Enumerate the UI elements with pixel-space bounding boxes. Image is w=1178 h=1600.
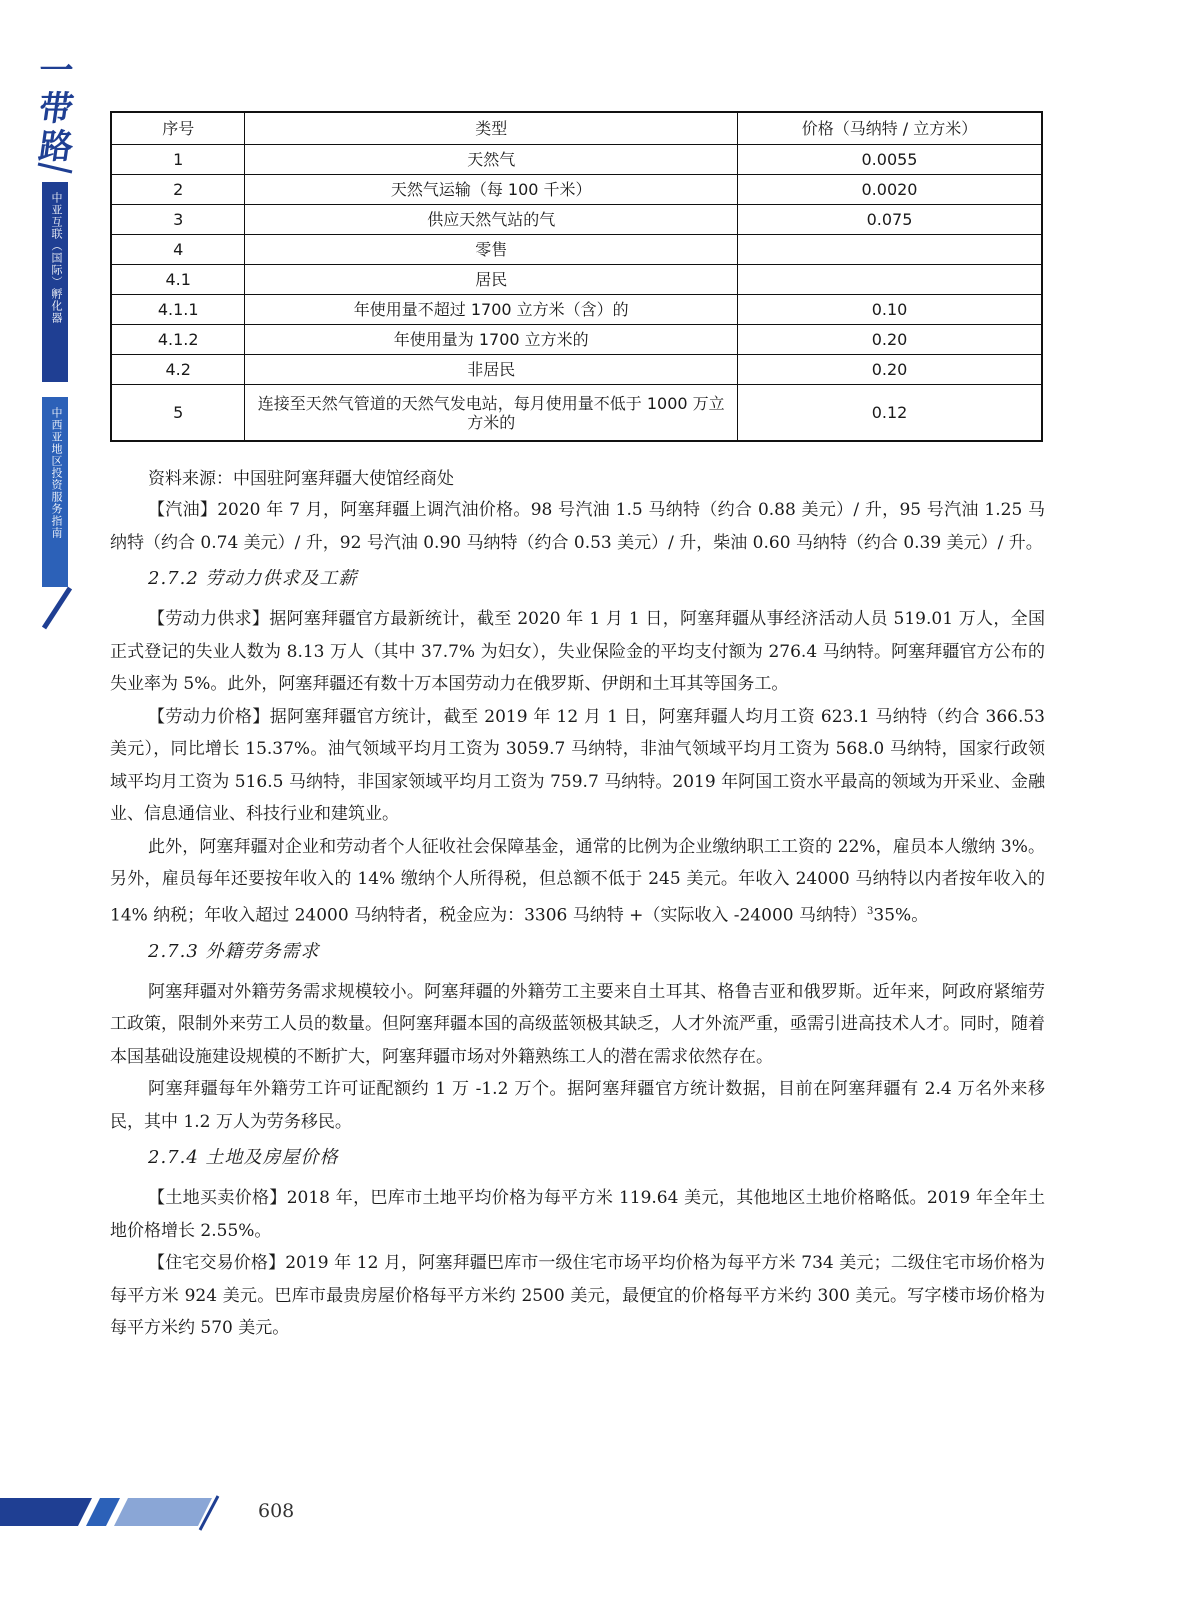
paragraph-foreign-labor-2: 阿塞拜疆每年外籍劳工许可证配额约 1 万 -1.2 万个。据阿塞拜疆官方统计数据，目前在阿塞拜疆有 2.4 万名外来移民，其中 1.2 万人为劳务移民。	[110, 1079, 1045, 1132]
page-number: 608	[258, 1500, 295, 1522]
cell-price: 0.075	[738, 205, 1043, 235]
cell-price	[738, 265, 1043, 295]
paragraph-housing-price: 【住宅交易价格】2019 年 12 月，阿塞拜疆巴库市一级住宅市场平均价格为每平方米 734 美元；二级住宅市场价格为每平方米 924 美元。巴库市最贵房屋价格每平方米约 2500 美元，最便宜的价格每平方米约 300 美元。写字楼市场价格为每平方米约 570 美元。	[110, 1253, 1045, 1339]
section-heading-272: 2.7.2 劳动力供求及工薪	[148, 568, 358, 589]
belt-road-logo	[36, 52, 76, 170]
header-index: 序号	[111, 112, 245, 145]
table-row	[111, 205, 1042, 235]
cell-price: 0.0020	[738, 175, 1043, 205]
main-content	[110, 464, 1045, 1345]
paragraph-labor-supply: 【劳动力供求】据阿塞拜疆官方最新统计，截至 2020 年 1 月 1 日，阿塞拜疆从事经济活动人员 519.01 万人，全国正式登记的失业人数为 8.13 万人（其中 37.7% 为妇女），失业保险金的平均支付额为 276.4 马纳特。阿塞拜疆官方公布的失业率为 5%。此外，阿塞拜疆还有数十万本国劳动力在俄罗斯、伊朗和土耳其等国务工。	[110, 609, 1045, 694]
social-fund-text: 此外，阿塞拜疆对企业和劳动者个人征收社会保障基金，通常的比例为企业缴纳职工工资的 22%，雇员本人缴纳 3%。另外，雇员每年还要按年收入的 14% 缴纳个人所得税，但总额不低于 245 美元。年收入 24000 马纳特以内者按年收入的 14% 纳税；年收入超过 24000 马纳特者，税金应为：3306 马纳特 +（实际收入 -24000 马纳特）	[110, 836, 1045, 926]
table-row	[111, 145, 1042, 175]
cell-price: 0.0055	[738, 145, 1043, 175]
gas-price-table	[110, 111, 1043, 442]
paragraph-gasoline: 【汽油】2020 年 7 月，阿塞拜疆上调汽油价格。98 号汽油 1.5 马纳特（约合 0.88 美元）/ 升，95 号汽油 1.25 马纳特（约合 0.74 美元）/ 升，92 号汽油 0.90 马纳特（约合 0.53 美元）/ 升，柴油 0.60 马纳特（约合 0.39 美元）/ 升。	[110, 500, 1045, 553]
cell-type: 天然气运输（每 100 千米）	[245, 175, 738, 205]
cell-index: 4.2	[111, 355, 245, 385]
table-header-row	[111, 112, 1042, 145]
cell-type: 非居民	[245, 355, 738, 385]
cell-index: 1	[111, 145, 245, 175]
cell-index: 3	[111, 205, 245, 235]
cell-index: 4.1.1	[111, 295, 245, 325]
paragraph-social-fund	[110, 831, 1045, 932]
table-row	[111, 235, 1042, 265]
sidebar-band-guide	[42, 397, 68, 587]
sidebar-incubator-label: 中亚互联（国际）孵化器	[50, 192, 63, 324]
cell-type: 年使用量为 1700 立方米的	[245, 325, 738, 355]
footer-stripes-icon	[0, 1490, 230, 1534]
cell-type: 零售	[245, 235, 738, 265]
cell-index: 4.1	[111, 265, 245, 295]
table-row	[111, 295, 1042, 325]
cell-type: 年使用量不超过 1700 立方米（含）的	[245, 295, 738, 325]
social-fund-rate: 35%。	[873, 905, 929, 926]
footnote-marker: 3	[867, 905, 874, 917]
cell-price: 0.20	[738, 325, 1043, 355]
sidebar-guide-label: 中西亚地区投资服务指南	[50, 407, 63, 539]
table-row	[111, 325, 1042, 355]
table-row	[111, 265, 1042, 295]
logo-char-1: 一	[36, 51, 76, 91]
cell-price: 0.12	[738, 385, 1043, 442]
cell-index: 4	[111, 235, 245, 265]
cell-type: 连接至天然气管道的天然气发电站，每月使用量不低于 1000 万立方米的	[245, 385, 738, 442]
cell-index: 5	[111, 385, 245, 442]
cell-type: 供应天然气站的气	[245, 205, 738, 235]
logo-char-2: 带	[36, 89, 76, 129]
sidebar-slash-icon	[36, 584, 76, 634]
paragraph-foreign-labor-1: 阿塞拜疆对外籍劳务需求规模较小。阿塞拜疆的外籍劳工主要来自土耳其、格鲁吉亚和俄罗斯。近年来，阿政府紧缩劳工政策，限制外来劳工人员的数量。但阿塞拜疆本国的高级蓝领极其缺乏，人才外流严重，亟需引进高技术人才。同时，随着本国基础设施建设规模的不断扩大，阿塞拜疆市场对外籍熟练工人的潜在需求依然存在。	[110, 981, 1045, 1067]
cell-type: 天然气	[245, 145, 738, 175]
sidebar	[36, 52, 76, 592]
logo-stroke-icon	[36, 162, 76, 174]
cell-index: 4.1.2	[111, 325, 245, 355]
logo-char-3: 路	[36, 127, 76, 167]
section-heading-273: 2.7.3 外籍劳务需求	[148, 940, 320, 962]
table-row	[111, 355, 1042, 385]
paragraph-labor-price: 【劳动力价格】据阿塞拜疆官方统计，截至 2019 年 12 月 1 日，阿塞拜疆人均月工资 623.1 马纳特（约合 366.53 美元），同比增长 15.37%。油气领域平均月工资为 3059.7 马纳特，非油气领域平均月工资为 568.0 马纳特，国家行政领域平均月工资为 516.5 马纳特，非国家领域平均月工资为 759.7 马纳特。2019 年阿国工资水平最高的领域为开采业、金融业、信息通信业、科技行业和建筑业。	[110, 706, 1045, 824]
sidebar-band-incubator	[42, 182, 68, 382]
table-row	[111, 385, 1042, 442]
header-price: 价格（马纳特 / 立方米）	[738, 112, 1043, 145]
table-source-note: 资料来源：中国驻阿塞拜疆大使馆经商处	[148, 469, 454, 489]
table-row	[111, 175, 1042, 205]
cell-price: 0.20	[738, 355, 1043, 385]
header-type: 类型	[245, 112, 738, 145]
cell-index: 2	[111, 175, 245, 205]
cell-price	[738, 235, 1043, 265]
cell-price: 0.10	[738, 295, 1043, 325]
cell-type: 居民	[245, 265, 738, 295]
paragraph-land-price: 【土地买卖价格】2018 年，巴库市土地平均价格为每平方米 119.64 美元，其他地区土地价格略低。2019 年全年土地价格增长 2.55%。	[110, 1188, 1045, 1241]
section-heading-274: 2.7.4 土地及房屋价格	[148, 1147, 339, 1169]
